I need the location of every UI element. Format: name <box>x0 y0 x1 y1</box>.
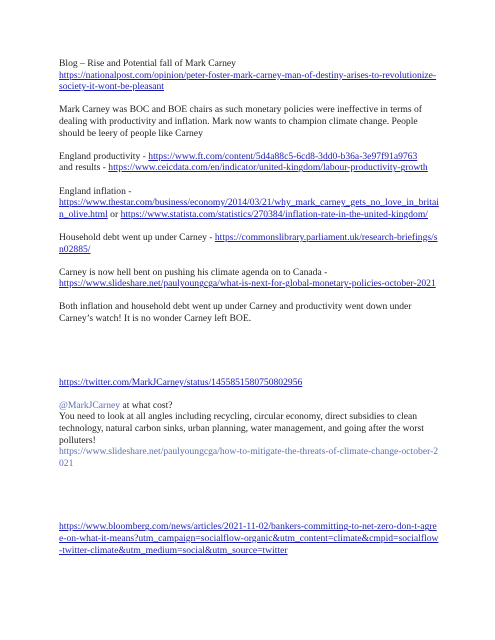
spacer <box>59 93 439 105</box>
twitter-handle-link[interactable]: @MarkJCarney <box>59 399 121 411</box>
inflation-label: England inflation - <box>59 185 132 197</box>
or-label: or <box>107 208 121 220</box>
spacer <box>59 290 439 302</box>
inflation-section <box>59 186 439 221</box>
productivity-label: England productivity - <box>59 150 149 162</box>
spacer <box>59 139 439 151</box>
spacer <box>59 469 439 521</box>
blog-title: Blog – Rise and Potential fall of Mark Carney <box>59 58 236 69</box>
spacer <box>59 325 439 377</box>
blog-section <box>59 58 439 93</box>
twitter-status-link[interactable]: https://twitter.com/MarkJCarney/status/1455851580750802956 <box>59 376 303 388</box>
household-link[interactable]: https://commonslibrary.parliament.uk/research-briefings/sn02885/ <box>59 231 438 255</box>
productivity-section <box>59 151 439 174</box>
spacer <box>59 220 439 232</box>
household-section <box>59 232 439 255</box>
climate-section <box>59 267 439 290</box>
twitter-section <box>59 377 439 389</box>
results-label: and results - <box>59 162 109 174</box>
bloomberg-link[interactable]: https://www.bloomberg.com/news/articles/2021-11-02/bankers-committing-to-net-zero-don-t-agree-on-what-it-means?utm_campaign=socialflow-organic&utm_content=climate&cmpid=socialflow-twitter-climate&utm_medium=social&utm_source=twitter <box>59 521 439 556</box>
climate-label: Carney is now hell bent on pushing his climate agenda on to Canada - <box>59 266 328 278</box>
document-page <box>59 58 439 556</box>
productivity-link-ft[interactable]: https://www.ft.com/content/5d4a88c5-6cd8-3dd0-b36a-3e97f91a9763 <box>148 150 418 162</box>
spacer <box>59 388 439 400</box>
intro-paragraph: Mark Carney was BOC and BOE chairs as such monetary policies were ineffective in terms of dealing with productivity and inflation. Mark now wants to champion climate change. People should be leery of people like Carney <box>59 104 422 139</box>
spacer <box>59 255 439 267</box>
inflation-link-statista[interactable]: https://www.statista.com/statistics/270384/inflation-rate-in-the-united-kingdom/ <box>120 208 428 220</box>
bloomberg-section <box>59 521 439 556</box>
blog-link[interactable]: https://nationalpost.com/opinion/peter-foster-mark-carney-man-of-destiny-arises-to-revolutionize-society-it-wont-be-pleasant <box>59 69 437 93</box>
slideshare-link[interactable]: https://www.slideshare.net/paulyoungcga/how-to-mitigate-the-threats-of-climate-change-october-2021 <box>59 446 439 469</box>
tweet-reply <box>59 400 439 470</box>
inflation-link-thestar[interactable]: https://www.thestar.com/business/economy/2014/03/21/why_mark_carney_gets_no_love_in_britain_olive.html <box>59 197 439 220</box>
handle-suffix: at what cost? <box>120 399 173 411</box>
spacer <box>59 174 439 186</box>
productivity-link-ceic[interactable]: https://www.ceicdata.com/en/indicator/united-kingdom/labour-productivity-growth <box>108 162 428 174</box>
conclusion-paragraph: Both inflation and household debt went up under Carney and productivity went down under Carney’s watch! It is no wonder Carney left BOE. <box>59 301 412 325</box>
household-label: Household debt went up under Carney - <box>59 231 215 243</box>
tweet-body: You need to look at all angles including recycling, circular economy, direct subsidies to clean technology, natural carbon sinks, urban planning, water management, and going after the worst polluters! <box>59 411 424 446</box>
climate-link[interactable]: https://www.slideshare.net/paulyoungcga/what-is-next-for-global-monetary-policies-october-2021 <box>59 278 436 290</box>
